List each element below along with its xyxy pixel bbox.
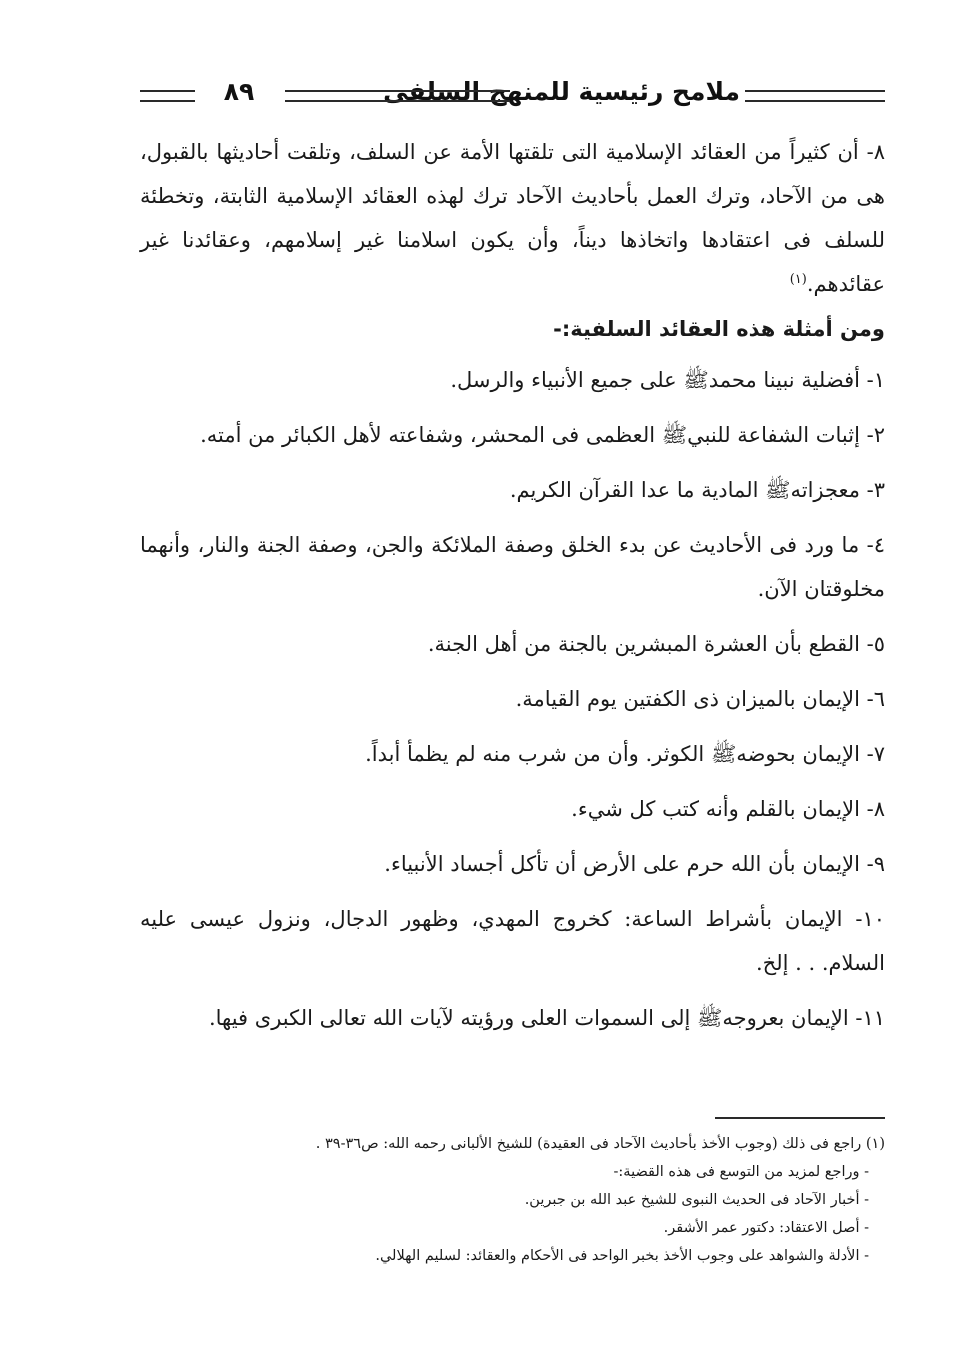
list-item-3: ٣- معجزاتهﷺ المادية ما عدا القرآن الكريم. xyxy=(509,478,885,502)
footnote-sub-3: - أصل الاعتقاد: دكتور عمر الأشقر. xyxy=(663,1220,869,1236)
footnotes xyxy=(140,1130,885,1270)
list-item-11: ١١- الإيمان بعروجهﷺ إلى السموات العلى ورؤيته لآيات الله تعالى الكبرى فيها. xyxy=(208,1006,885,1030)
main-text xyxy=(140,130,885,1045)
footnote-ref[interactable]: (١) xyxy=(789,272,807,287)
list-item-2: ٢- إثبات الشفاعة للنبيﷺ العظمى فى المحشر، وشفاعته لأهل الكبائر من أمته. xyxy=(200,423,885,447)
list-item-6: ٦- الإيمان بالميزان ذى الكفتين يوم القيامة. xyxy=(515,687,885,711)
list-item-1: ١- أفضلية نبينا محمدﷺ على جميع الأنبياء والرسل. xyxy=(450,368,885,392)
examples-heading: ومن أمثلة هذه العقائد السلفية:- xyxy=(553,317,885,341)
header-rule-right xyxy=(745,90,885,102)
footnote-separator xyxy=(715,1117,885,1119)
footnote-sub-2: - أخبار الآحاد فى الحديث النبوى للشيخ عبد الله بن جبرين. xyxy=(524,1192,869,1208)
intro-paragraph-text: ٨- أن كثيراً من العقائد الإسلامية التى تلقتها الأمة عن السلف، وتلقت أحاديثها بالقبول، هى من الآحاد، وترك العمل بأحاديث الآحاد ترك لهذه العقائد الإسلامية الثابتة، وتخطئة للسلف فى اعتقادها واتخاذها ديناً، وأن يكون اسلامنا غير إسلامهم، وعقائدنا غير عقائدهم. xyxy=(140,140,885,296)
header-rule-middle xyxy=(285,90,510,102)
running-header xyxy=(140,72,885,116)
header-rule-left xyxy=(140,90,195,102)
footnote-main: (١) راجع فى ذلك (وجوب الأخذ بأحاديث الآحاد فى العقيدة) للشيخ الألبانى رحمه الله: ص٣٦-٣٩ . xyxy=(315,1136,885,1152)
list-item-9: ٩- الإيمان بأن الله حرم على الأرض أن تأكل أجساد الأنبياء. xyxy=(384,852,885,876)
footnote-sub-4: - الأدلة والشواهد على وجوب الأخذ بخبر الواحد فى الأحكام والعقائد: لسليم الهلالي. xyxy=(375,1248,869,1264)
page-number: ٨٩ xyxy=(223,77,255,106)
list-item-5: ٥- القطع بأن العشرة المبشرين بالجنة من أهل الجنة. xyxy=(427,632,885,656)
list-item-8: ٨- الإيمان بالقلم وأنه كتب كل شيء. xyxy=(571,797,885,821)
intro-paragraph xyxy=(140,130,885,306)
list-item-7: ٧- الإيمان بحوضهﷺ الكوثر. وأن من شرب منه لم يظمأ أبداً. xyxy=(365,742,885,766)
footnote-sub-1: - وراجع لمزيد من التوسع فى هذه القضية:- xyxy=(613,1164,869,1180)
running-title: ملامح رئيسية للمنهج السلفى xyxy=(383,77,740,106)
list-item-4: ٤- ما ورد فى الأحاديث عن بدء الخلق وصفة الملائكة والجن، وصفة الجنة والنار، وأنهما مخلوقتان الآن. xyxy=(140,533,885,601)
list-item-10: ١٠- الإيمان بأشراط الساعة: كخروج المهدي، وظهور الدجال، ونزول عيسى عليه السلام. . . إلخ. xyxy=(140,907,885,975)
